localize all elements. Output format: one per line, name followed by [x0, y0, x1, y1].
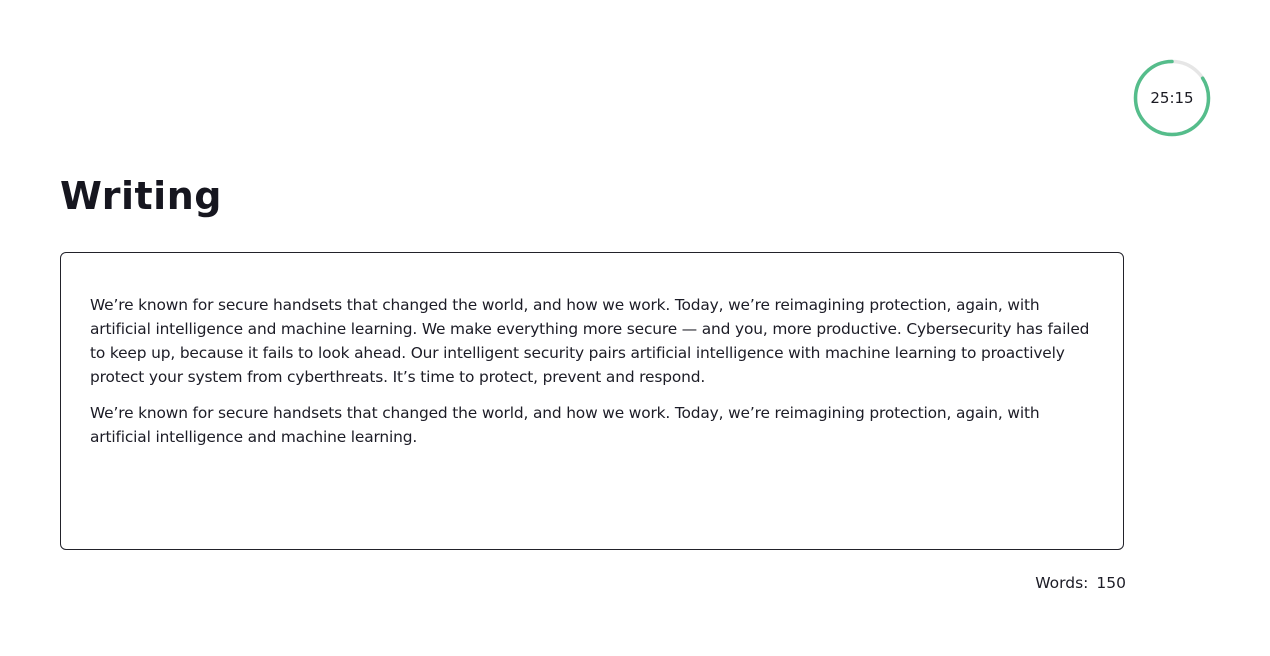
word-count — [1035, 574, 1126, 592]
editor-paragraph-1[interactable]: We’re known for secure handsets that changed the world, and how we work. Today, we’re reimagining protection, again, with artificial intelligence and machine learning. We make everything more secure — and you, more productive. Cybersecurity has failed to keep up, because it fails to look ahead. Our intelligent security pairs artificial intelligence with machine learning to proactively protect your system from cyberthreats. It’s time to protect, prevent and respond. — [90, 296, 1090, 386]
word-count-value: 150 — [1096, 574, 1126, 592]
writing-editor[interactable] — [60, 252, 1124, 550]
countdown-timer — [1132, 58, 1212, 138]
page-title: Writing — [60, 174, 222, 218]
word-count-label: Words: — [1035, 574, 1089, 592]
timer-value: 25:15 — [1150, 89, 1194, 107]
editor-paragraph-2[interactable]: We’re known for secure handsets that changed the world, and how we work. Today, we’re reimagining protection, again, with artificial intelligence and machine learning. — [90, 404, 1040, 446]
